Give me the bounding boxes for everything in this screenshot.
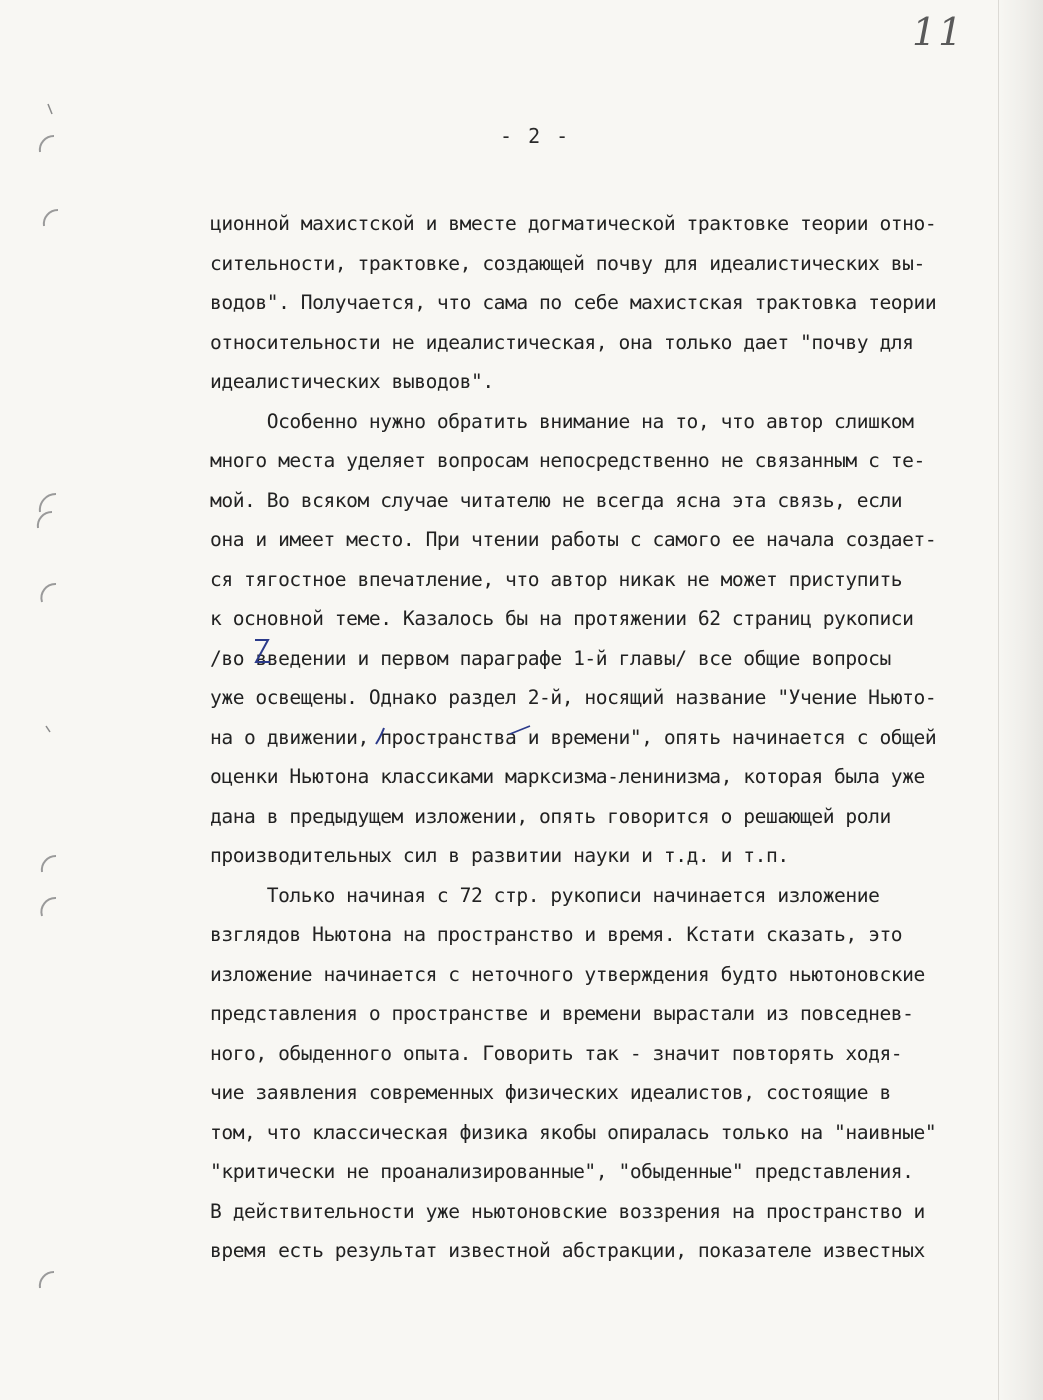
- text-line: время есть результат известной абстракции, показателе известных: [210, 1239, 925, 1262]
- text-line: представления о пространстве и времени вырастали из повседнев-: [210, 1002, 914, 1025]
- text-line: чие заявления современных физических идеалистов, состоящие в: [210, 1081, 891, 1104]
- text-line: ного, обыденного опыта. Говорить так - значит повторять ходя-: [210, 1041, 903, 1065]
- text-line: ционной махистской и вместе догматической трактовке теории отно-: [210, 212, 937, 235]
- text-line: дана в предыдущем изложении, опять говорится о решающей роли: [210, 804, 891, 828]
- pen-correction-mark: [255, 640, 270, 662]
- text-line: мой. Во всяком случае читателю не всегда ясна эта связь, если: [210, 488, 903, 512]
- text-line: Только начиная с 72 стр. рукописи начинается изложение: [210, 883, 880, 907]
- text-line: Особенно нужно обратить внимание на то, что автор слишком: [210, 409, 914, 433]
- page-number: - 2 -: [500, 124, 571, 148]
- text-line: ся тягостное впечатление, что автор никак не может приступить: [210, 567, 903, 591]
- text-line: относительности не идеалистическая, она только дает "почву для: [210, 330, 914, 354]
- text-line: уже освещены. Однако раздел 2-й, носящий название "Учение Ньюто-: [210, 686, 937, 709]
- text-line: сительности, трактовке, создающей почву для идеалистических вы-: [210, 251, 925, 275]
- text-line: "критически не проанализированные", "обыденные" представления.: [210, 1160, 914, 1183]
- text-line: к основной теме. Казалось бы на протяжении 62 страниц рукописи: [210, 607, 914, 630]
- text-line: оценки Ньютона классиками марксизма-ленинизма, которая была уже: [210, 765, 925, 788]
- text-line: на о движении, пространства и времени", опять начинается с общей: [210, 725, 937, 749]
- pen-correction-mark: [510, 726, 530, 734]
- text-line: изложение начинается с неточного утверждения будто ньютоновские: [210, 962, 925, 986]
- text-line: производительных сил в развитии науки и т.д. и т.п.: [210, 844, 789, 867]
- text-line: идеалистических выводов".: [210, 370, 494, 393]
- pen-correction-mark: [376, 728, 384, 744]
- text-line: /во введении и первом параграфе 1-й главы/ все общие вопросы: [210, 646, 891, 670]
- archive-page-number: 11: [912, 10, 965, 54]
- text-line: она и имеет место. При чтении работы с самого ее начала создает-: [210, 528, 937, 551]
- text-line: том, что классическая физика якобы опиралась только на "наивные": [210, 1120, 937, 1144]
- text-line: взглядов Ньютона на пространство и время. Кстати сказать, это: [210, 923, 903, 946]
- text-line: много места уделяет вопросам непосредственно не связанным с те-: [210, 449, 925, 472]
- text-line: В действительности уже ньютоновские воззрения на пространство и: [210, 1199, 925, 1223]
- text-line: водов". Получается, что сама по себе махистская трактовка теории: [210, 291, 937, 314]
